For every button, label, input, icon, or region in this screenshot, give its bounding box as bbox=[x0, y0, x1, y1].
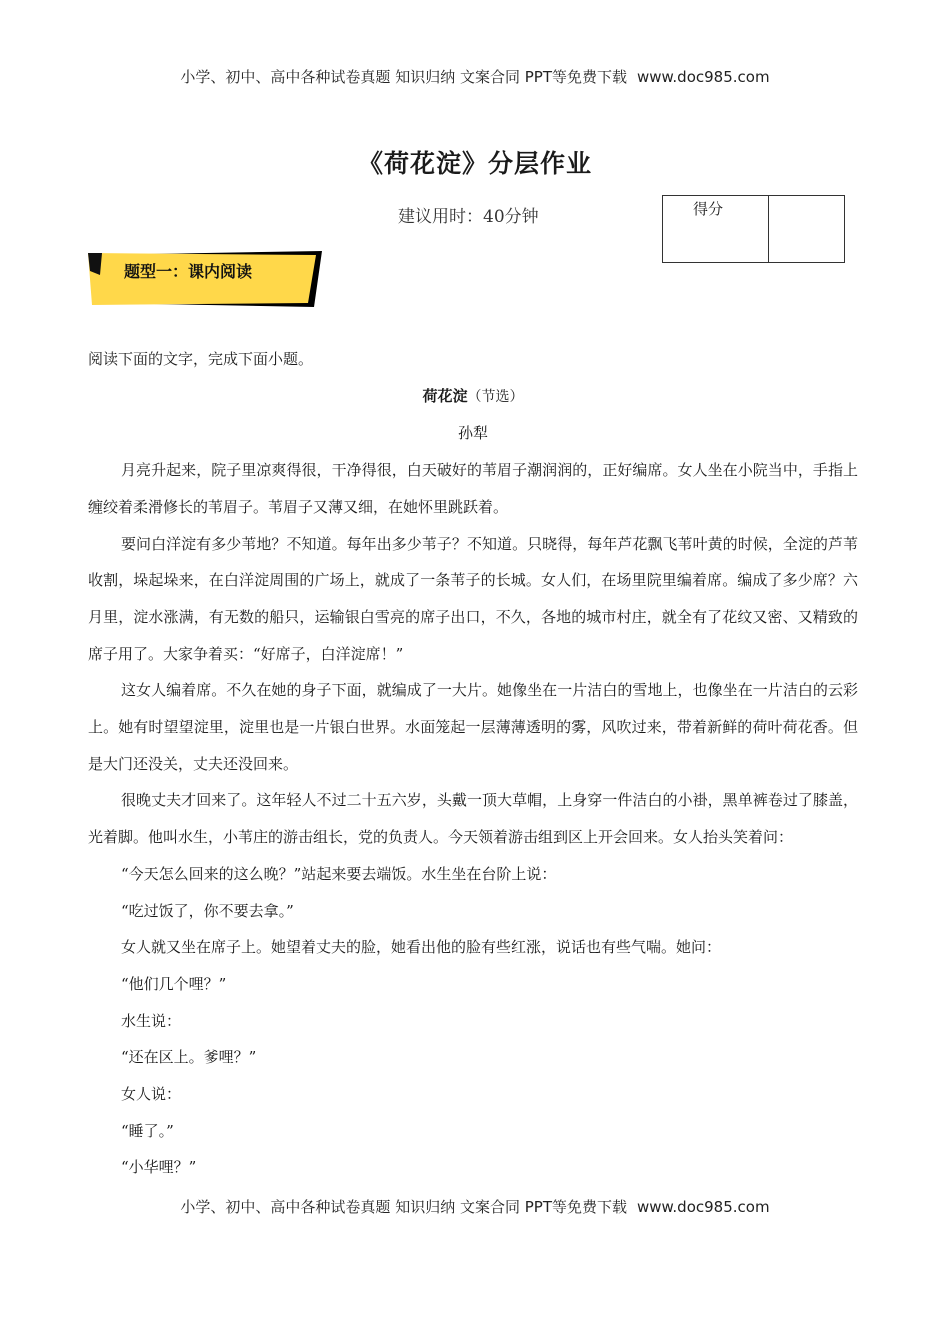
paragraph: “今天怎么回来的这么晚？”站起来要去端饭。水生坐在台阶上说： bbox=[121, 864, 557, 883]
reading-content bbox=[88, 341, 858, 1186]
footer-url[interactable]: www.doc985.com bbox=[636, 1198, 770, 1216]
article-heading bbox=[88, 378, 858, 416]
paragraph: 女人就又坐在席子上。她望着丈夫的脸，她看出他的脸有些红涨，说话也有些气喘。她问： bbox=[121, 938, 722, 957]
score-label: 得分 bbox=[663, 196, 769, 262]
footer-text: 小学、初中、高中各种试卷真题 知识归纳 文案合同 PPT等免费下载 bbox=[180, 1198, 627, 1216]
article-subtitle: （节选） bbox=[467, 388, 524, 405]
article-title: 荷花淀 bbox=[422, 386, 468, 405]
paragraph: “吃过饭了，你不要去拿。” bbox=[121, 901, 294, 920]
header-text: 小学、初中、高中各种试卷真题 知识归纳 文案合同 PPT等免费下载 bbox=[180, 68, 627, 86]
article-author: 孙犁 bbox=[457, 424, 488, 443]
paragraph: 很晚丈夫才回来了。这年轻人不过二十五六岁，头戴一顶大草帽，上身穿一件洁白的小褂，黑单裤卷过了膝盖，光着脚。他叫水生，小苇庄的游击组长，党的负责人。今天领着游击组到区上开会回来。女人抬头笑着问： bbox=[88, 791, 858, 847]
paragraph: “睡了。” bbox=[121, 1121, 174, 1140]
page-footer bbox=[0, 1196, 950, 1217]
paragraph: “小华哩？” bbox=[121, 1158, 197, 1177]
paragraph: 月亮升起来，院子里凉爽得很，干净得很，白天破好的苇眉子潮润润的，正好编席。女人坐在小院当中，手指上缠绞着柔滑修长的苇眉子。苇眉子又薄又细，在她怀里跳跃着。 bbox=[88, 461, 858, 516]
header-url[interactable]: www.doc985.com bbox=[636, 68, 770, 86]
page-header bbox=[0, 66, 950, 87]
paragraph: 水生说： bbox=[121, 1011, 182, 1030]
paragraph: 这女人编着席。不久在她的身子下面，就编成了一大片。她像坐在一片洁白的雪地上，也像坐在一片洁白的云彩上。她有时望望淀里，淀里也是一片银白世界。水面笼起一层薄薄透明的雾，风吹过来，带着新鲜的荷叶荷花香。但是大门还没关，丈夫还没回来。 bbox=[88, 681, 858, 773]
section-label: 题型一：课内阅读 bbox=[124, 262, 253, 281]
paragraph: “还在区上。爹哩？” bbox=[121, 1048, 257, 1067]
score-table bbox=[662, 195, 845, 263]
suggested-time: 建议用时：40分钟 bbox=[398, 207, 539, 227]
instruction: 阅读下面的文字，完成下面小题。 bbox=[88, 350, 314, 368]
paragraph: “他们几个哩？” bbox=[121, 974, 227, 993]
paragraph: 女人说： bbox=[121, 1085, 182, 1104]
score-value-cell[interactable] bbox=[769, 196, 844, 262]
page-title: 《荷花淀》分层作业 bbox=[357, 149, 592, 178]
paragraph: 要问白洋淀有多少苇地？不知道。每年出多少苇子？不知道。只晓得，每年芦花飘飞苇叶黄的时候，全淀的芦苇收割，垛起垛来，在白洋淀周围的广场上，就成了一条苇子的长城。女人们，在场里院里编着席。编成了多少席？六月里，淀水涨满，有无数的船只，运输银白雪亮的席子出口，不久，各地的城市村庄，就全有了花纹又密、又精致的席子用了。大家争着买：“好席子，白洋淀席！” bbox=[88, 534, 858, 663]
